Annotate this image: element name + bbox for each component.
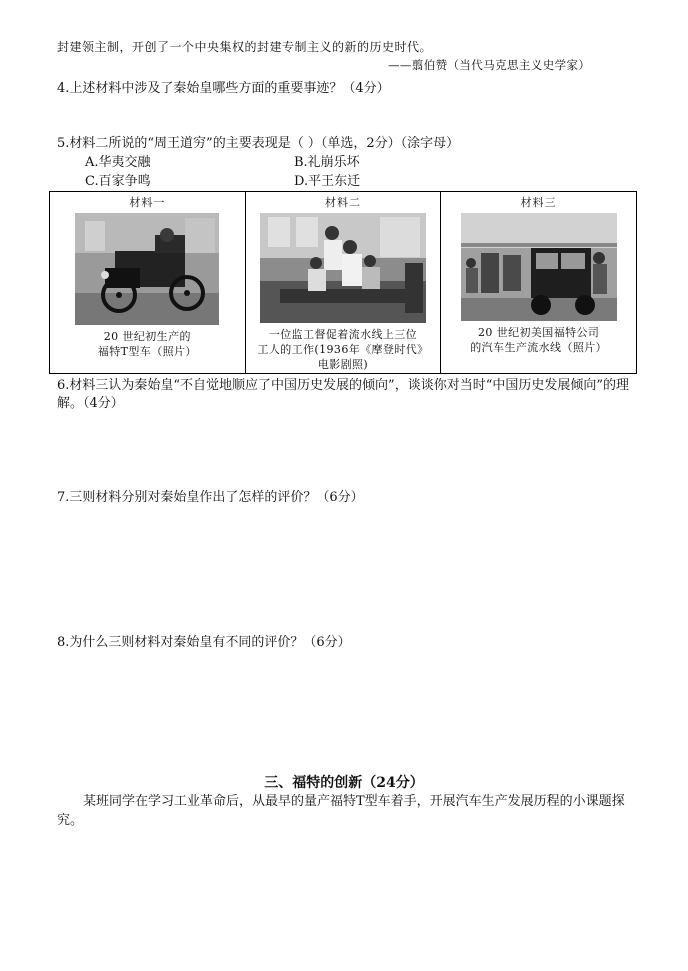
q5-option-a[interactable]: A.华夷交融 (85, 155, 151, 170)
caption-line: 电影剧照) (317, 358, 369, 371)
material-caption (50, 329, 245, 359)
ford-assembly-line-photo (461, 213, 617, 321)
section-heading: 三、福特的创新（24分） (264, 775, 424, 791)
material-title: 材料二 (324, 196, 361, 209)
material-title: 材料三 (520, 196, 557, 209)
material-cell-1 (50, 192, 246, 374)
caption-line: 工人的工作(1936年《摩登时代》 (257, 343, 429, 356)
material-source: ——翦伯赞（当代马克思主义史学家） (388, 58, 591, 72)
q5-option-d[interactable]: D.平王东迁 (294, 174, 361, 189)
question-6: 6.材料三认为秦始皇“不自觉地顺应了中国历史发展的倾向”，谈谈你对当时“中国历史发展倾向”的理解。（4分） (57, 378, 629, 411)
caption-line: 20 世纪初生产的 (103, 330, 191, 343)
caption-line: 的汽车生产流水线（照片） (470, 341, 608, 354)
caption-line: 20 世纪初美国福特公司 (478, 326, 600, 339)
material-cell-2 (245, 192, 441, 374)
modern-times-film-still-photo (260, 213, 426, 323)
caption-line: 一位监工督促着流水线上三位 (268, 328, 418, 341)
material-caption (441, 325, 636, 355)
material-title: 材料一 (129, 196, 166, 209)
section-intro: 某班同学在学习工业革命后，从最早的量产福特T型车着手，开展汽车生产发展历程的小课题探究。 (57, 794, 625, 828)
material-cell-3 (441, 192, 637, 374)
materials-table (49, 191, 637, 374)
material-text-tail: 封建领主制，开创了一个中央集权的封建专制主义的新的历史时代。 (57, 40, 433, 54)
q5-option-c[interactable]: C.百家争鸣 (85, 174, 151, 189)
question-5: 5.材料二所说的“周王道穷”的主要表现是（ ）（单选，2分）（涂字母） (57, 136, 460, 151)
question-8: 8.为什么三则材料对秦始皇有不同的评价？（6分） (57, 635, 351, 650)
caption-line: 福特T型车（照片） (97, 345, 197, 358)
q5-option-b[interactable]: B.礼崩乐坏 (294, 155, 360, 170)
question-4: 4.上述材料中涉及了秦始皇哪些方面的重要事迹？（4分） (57, 81, 390, 96)
material-caption (246, 327, 441, 372)
question-7: 7.三则材料分别对秦始皇作出了怎样的评价？（6分） (57, 490, 364, 505)
ford-model-t-photo (75, 213, 219, 325)
